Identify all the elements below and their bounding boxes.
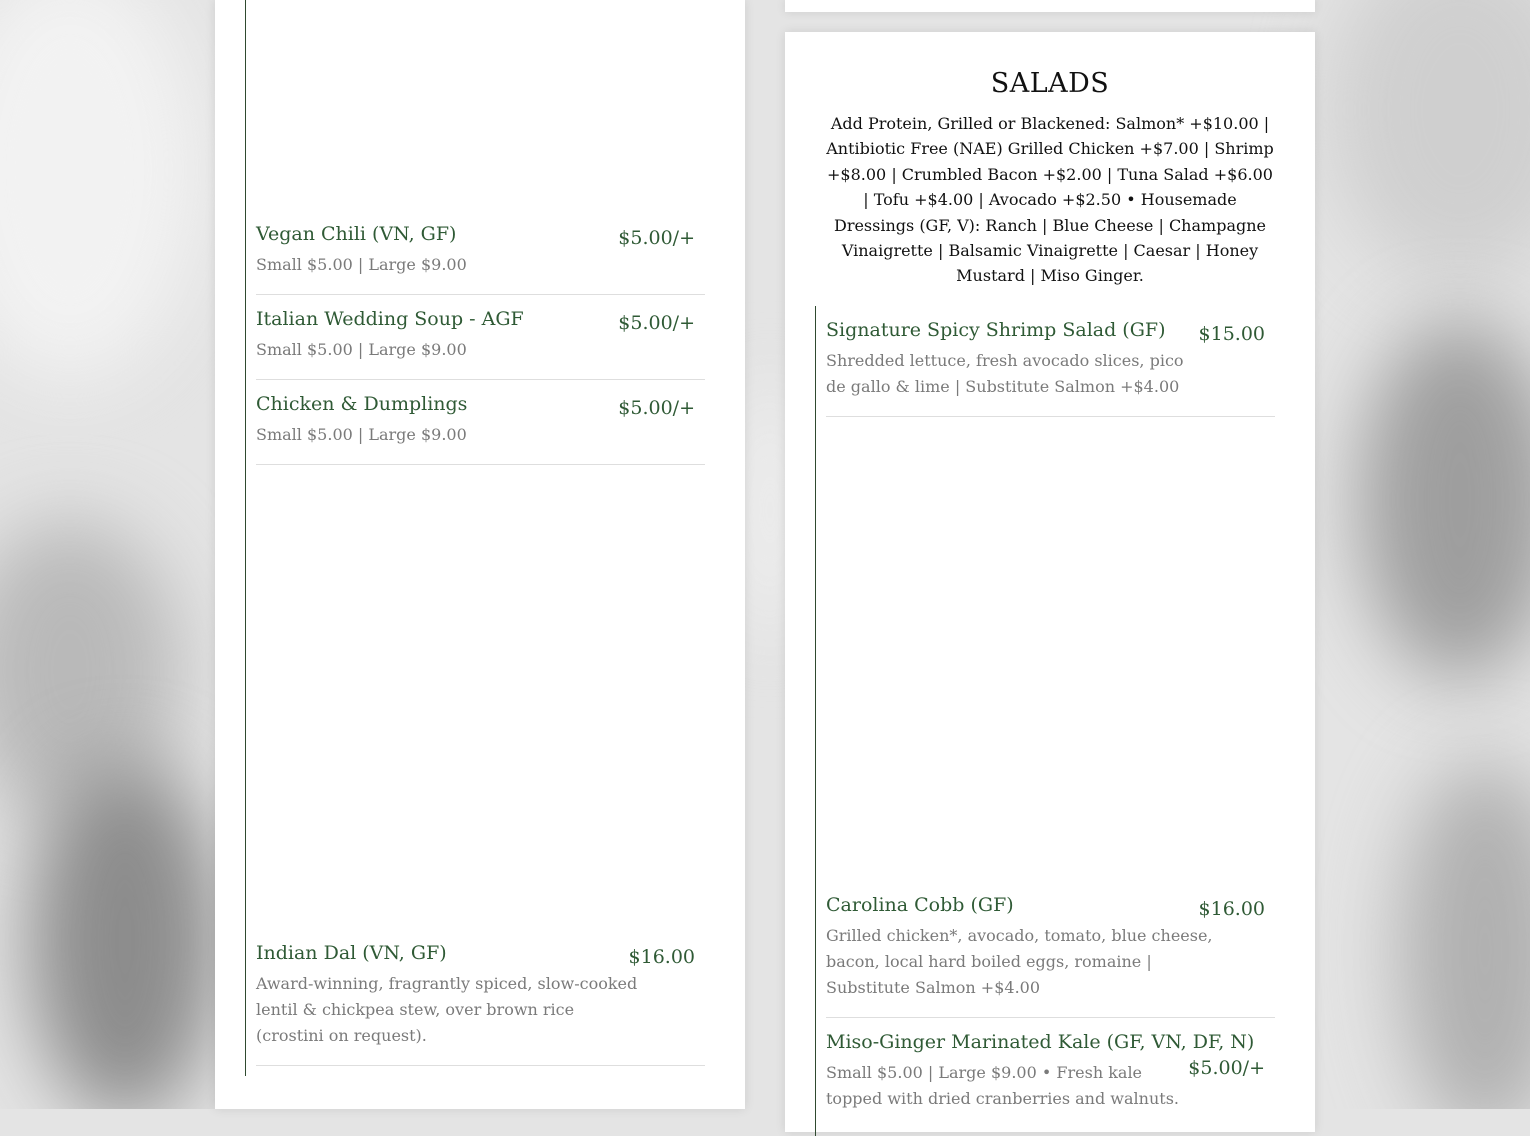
item-price: $15.00 [1198, 323, 1265, 345]
item-price: $5.00/+ [1188, 1057, 1265, 1079]
item-price: $5.00/+ [618, 227, 695, 249]
menu-item [826, 894, 1275, 1018]
section-title: SALADS [990, 68, 1110, 99]
section-note: Add Protein, Grilled or Blackened: Salmon* +$10.00 | Antibiotic Free (NAE) Grilled Chicken +$7.00 | Shrimp +$8.00 | Crumbled Bacon +$2.00 | Tuna Salad +$6.00 | Tofu +$4.00 | Avocado +$2.50 • Housemade Dressings (GF, V): Ranch | Blue Cheese | Champagne Vinaigrette | Balsamic Vinaigrette | Caesar | Honey Mustard | Miso Ginger. [826, 114, 1274, 286]
item-description: Award-winning, fragrantly spiced, slow-cooked lentil & chickpea stew, over brown rice (crostini on request). [256, 974, 638, 1045]
item-price: $16.00 [628, 946, 695, 968]
menu-item [826, 1031, 1275, 1131]
menu-item [256, 223, 705, 295]
item-divider [256, 464, 705, 465]
item-description: Small $5.00 | Large $9.00 [256, 340, 467, 359]
item-name: Carolina Cobb (GF) [826, 894, 1014, 916]
item-name: Indian Dal (VN, GF) [256, 942, 447, 964]
item-price: $16.00 [1198, 898, 1265, 920]
menu-item [256, 393, 705, 465]
item-price: $5.00/+ [618, 397, 695, 419]
item-name: Italian Wedding Soup - AGF [256, 308, 524, 330]
item-description: Small $5.00 | Large $9.00 [256, 255, 467, 274]
item-name: Miso-Ginger Marinated Kale (GF, VN, DF, N) [826, 1031, 1255, 1053]
item-divider [256, 1065, 705, 1066]
item-divider [256, 379, 705, 380]
menu-item [256, 308, 705, 380]
menu-item [826, 319, 1275, 417]
accent-line [245, 0, 246, 1076]
item-name: Signature Spicy Shrimp Salad (GF) [826, 319, 1166, 341]
accent-line [815, 306, 816, 1136]
menu-card-left [215, 0, 745, 1109]
menu-item [256, 942, 705, 1066]
item-price: $5.00/+ [618, 312, 695, 334]
item-description: Small $5.00 | Large $9.00 [256, 425, 467, 444]
item-description: Shredded lettuce, fresh avocado slices, pico de gallo & lime | Substitute Salmon +$4.00 [826, 351, 1184, 396]
menu-card-salads [785, 32, 1315, 1132]
item-description: Small $5.00 | Large $9.00 • Fresh kale topped with dried cranberries and walnuts. [826, 1063, 1179, 1108]
item-name: Chicken & Dumplings [256, 393, 468, 415]
item-divider [256, 294, 705, 295]
item-name: Vegan Chili (VN, GF) [256, 223, 457, 245]
item-divider [826, 1017, 1275, 1018]
item-description: Grilled chicken*, avocado, tomato, blue cheese, bacon, local hard boiled eggs, romaine | Substitute Salmon +$4.00 [826, 926, 1213, 997]
item-divider [826, 416, 1275, 417]
menu-card-previous [785, 0, 1315, 12]
